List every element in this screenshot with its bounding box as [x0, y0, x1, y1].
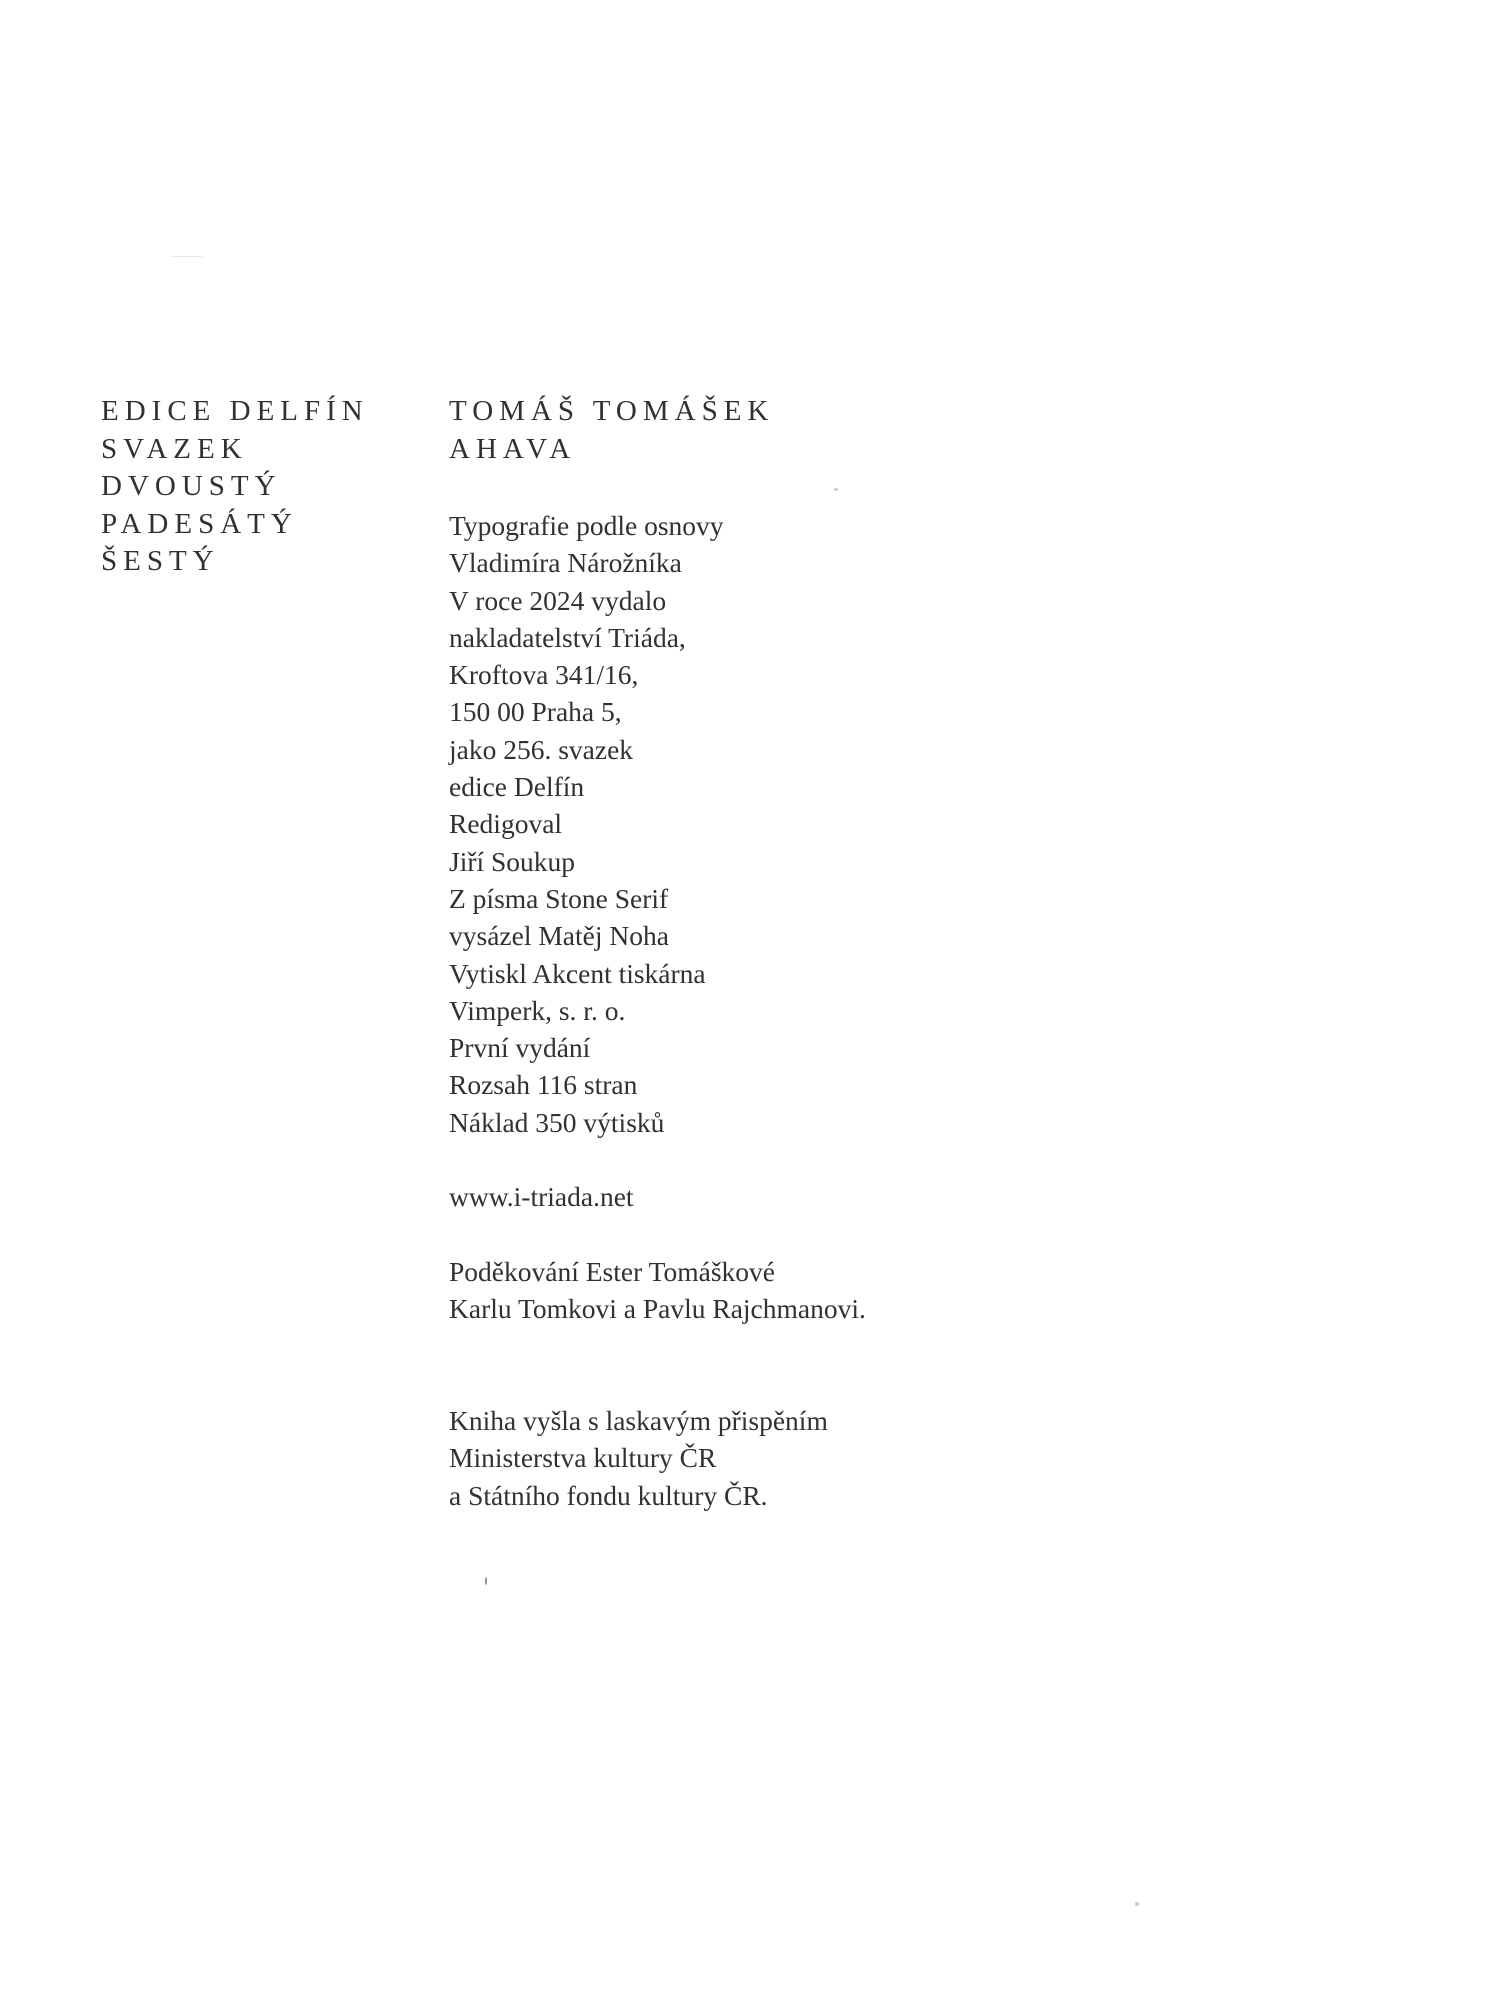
website-link[interactable]: www.i-triada.net: [449, 1181, 634, 1213]
author-name: TOMÁŠ TOMÁŠEK: [449, 395, 775, 427]
series-line: DVOUSTÝ: [101, 470, 282, 502]
scan-speck: [485, 1577, 487, 1585]
book-title: AHAVA: [449, 432, 577, 465]
spacer: [449, 1216, 866, 1253]
scan-speck: [834, 488, 838, 491]
support-line: Ministerstva kultury ČR: [449, 1442, 717, 1474]
spacer: [449, 1328, 866, 1403]
imprint-line: nakladatelství Triáda,: [449, 621, 686, 653]
series-info: [101, 393, 369, 581]
series-line: SVAZEK: [101, 432, 248, 465]
imprint-line: V roce 2024 vydalo: [449, 584, 667, 616]
scan-speck: [1135, 1902, 1139, 1906]
imprint-line: Rozsah 116 stran: [449, 1069, 638, 1101]
imprint-line: Jiří Soukup: [449, 845, 576, 877]
title-block: [449, 393, 774, 468]
imprint-line: Z písma Stone Serif: [449, 882, 669, 914]
imprint-line: Typografie podle osnovy: [449, 510, 724, 541]
imprint-line: Náklad 350 výtisků: [449, 1106, 665, 1138]
imprint-line: edice Delfín: [449, 771, 585, 803]
imprint-line: První vydání: [449, 1032, 591, 1064]
series-line: PADESÁTÝ: [101, 507, 298, 540]
imprint-line: Vimperk, s. r. o.: [449, 994, 626, 1026]
imprint-line: vysázel Matěj Noha: [449, 920, 669, 952]
imprint-line: Kroftova 341/16,: [449, 659, 639, 691]
spacer: [449, 1141, 866, 1178]
support-line: a Státního fondu kultury ČR.: [449, 1479, 768, 1511]
imprint-line: Vytiskl Akcent tiskárna: [449, 957, 706, 989]
series-line: EDICE DELFÍN: [101, 395, 369, 427]
support-line: Kniha vyšla s laskavým přispěním: [449, 1405, 828, 1437]
series-line: ŠESTÝ: [101, 545, 220, 577]
acknowledgement-line: Karlu Tomkovi a Pavlu Rajchmanovi.: [449, 1293, 866, 1325]
colophon: [449, 507, 866, 1514]
imprint-line: jako 256. svazek: [449, 733, 634, 765]
imprint-line: Redigoval: [449, 808, 563, 840]
acknowledgement-line: Poděkování Ester Tomáškové: [449, 1255, 775, 1287]
scan-speck: [170, 256, 204, 257]
imprint-line: 150 00 Praha 5,: [449, 696, 622, 728]
imprint-line: Vladimíra Nárožníka: [449, 547, 682, 579]
